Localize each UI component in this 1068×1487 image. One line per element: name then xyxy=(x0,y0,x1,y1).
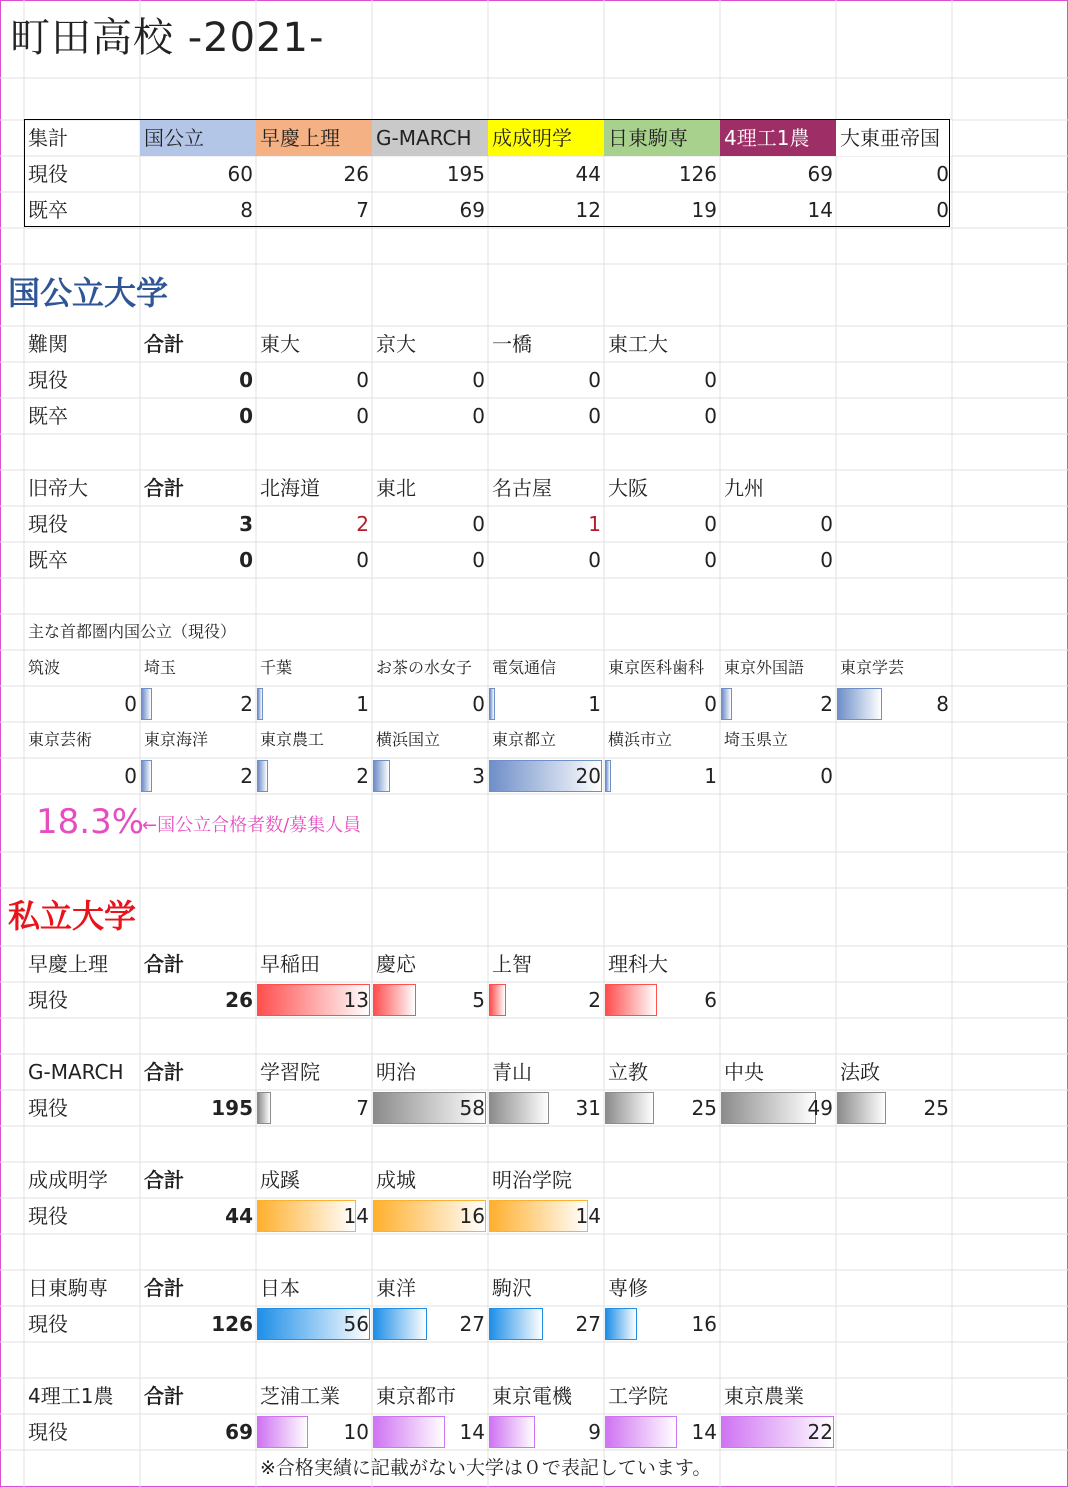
private-school-value: 22 xyxy=(807,1420,833,1444)
private-school-name: 学習院 xyxy=(260,1060,320,1084)
summary-col-header: 4理工1農 xyxy=(720,120,836,156)
metro-school-name: 東京芸術 xyxy=(28,730,93,749)
metro-school-name: 埼玉県立 xyxy=(724,730,789,749)
nanka-cell: 0 xyxy=(704,368,717,392)
group-label: 日東駒専 xyxy=(28,1276,108,1300)
private-school-value: 9 xyxy=(588,1420,601,1444)
metro-school-value: 0 xyxy=(704,692,717,716)
summary-cell: 0 xyxy=(936,162,949,186)
group-row-label: 現役 xyxy=(28,1204,68,1228)
footnote: ※合格実績に記載がない大学は０で表記しています。 xyxy=(260,1457,712,1479)
nanka-cell: 0 xyxy=(588,368,601,392)
metro-school-name: 電気通信 xyxy=(492,658,557,677)
private-school-value: 13 xyxy=(343,988,369,1012)
metro-school-value: 2 xyxy=(240,764,253,788)
private-school-name: 専修 xyxy=(608,1276,648,1300)
kyuteidai-row-label: 現役 xyxy=(28,512,68,536)
private-school-name: 東京農業 xyxy=(724,1384,804,1408)
private-school-value: 25 xyxy=(691,1096,717,1120)
page-title: 町田高校 -2021- xyxy=(10,15,325,61)
summary-row-label: 現役 xyxy=(28,162,68,186)
summary-cell: 44 xyxy=(575,162,601,186)
private-school-value: 27 xyxy=(459,1312,485,1336)
kyuteidai-row-total: 0 xyxy=(239,548,253,572)
kyuteidai-cell: 2 xyxy=(356,512,369,536)
summary-cell: 8 xyxy=(240,198,253,222)
metro-school-value: 0 xyxy=(820,764,833,788)
nanka-total-header: 合計 xyxy=(144,332,184,356)
group-total: 69 xyxy=(225,1420,253,1444)
metro-school-value: 2 xyxy=(240,692,253,716)
group-label: 早慶上理 xyxy=(28,952,108,976)
kyuteidai-row-total: 3 xyxy=(239,512,253,536)
kyuteidai-cell: 1 xyxy=(588,512,601,536)
private-school-name: 明治 xyxy=(376,1060,416,1084)
group-total: 26 xyxy=(225,988,253,1012)
metro-heading: 主な首都圏内国公立（現役） xyxy=(28,622,237,641)
private-school-name: 明治学院 xyxy=(492,1168,572,1192)
national-heading: 国公立大学 xyxy=(8,274,169,312)
kyuteidai-label: 旧帝大 xyxy=(28,476,88,500)
kyuteidai-cell: 0 xyxy=(588,548,601,572)
private-school-value: 31 xyxy=(575,1096,601,1120)
private-school-value: 16 xyxy=(691,1312,717,1336)
nanka-row-label: 既卒 xyxy=(28,404,68,428)
summary-cell: 14 xyxy=(807,198,833,222)
private-school-name: 芝浦工業 xyxy=(260,1384,340,1408)
summary-cell: 26 xyxy=(343,162,369,186)
nanka-col-header: 京大 xyxy=(376,332,416,356)
private-school-value: 7 xyxy=(356,1096,369,1120)
metro-school-value: 3 xyxy=(472,764,485,788)
kyuteidai-cell: 0 xyxy=(704,512,717,536)
metro-school-name: 東京外国語 xyxy=(724,658,805,677)
private-school-value: 27 xyxy=(575,1312,601,1336)
private-school-value: 10 xyxy=(343,1420,369,1444)
kyuteidai-total-header: 合計 xyxy=(144,476,184,500)
private-school-name: 中央 xyxy=(724,1060,764,1084)
group-row-label: 現役 xyxy=(28,1420,68,1444)
summary-cell: 126 xyxy=(678,162,717,186)
private-school-name: 東洋 xyxy=(376,1276,416,1300)
metro-school-value: 0 xyxy=(124,692,137,716)
summary-col-header: 成成明学 xyxy=(488,120,604,156)
private-school-value: 58 xyxy=(459,1096,485,1120)
metro-school-name: 埼玉 xyxy=(144,658,177,677)
private-school-value: 6 xyxy=(704,988,717,1012)
ratio-note: ←国公立合格者数/募集人員 xyxy=(142,815,362,836)
metro-school-name: 筑波 xyxy=(28,658,61,677)
group-total: 44 xyxy=(225,1204,253,1228)
nanka-cell: 0 xyxy=(356,368,369,392)
metro-school-name: 東京医科歯科 xyxy=(608,658,705,677)
group-row-label: 現役 xyxy=(28,1312,68,1336)
metro-school-name: 東京海洋 xyxy=(144,730,209,749)
private-school-name: 上智 xyxy=(492,952,532,976)
group-total-header: 合計 xyxy=(144,1060,184,1084)
private-heading: 私立大学 xyxy=(8,897,137,935)
group-label: G-MARCH xyxy=(28,1060,124,1084)
private-school-name: 日本 xyxy=(260,1276,300,1300)
summary-header: 集計 xyxy=(28,126,68,150)
group-total-header: 合計 xyxy=(144,952,184,976)
private-school-value: 16 xyxy=(459,1204,485,1228)
private-school-name: 成蹊 xyxy=(260,1168,300,1192)
group-total: 195 xyxy=(211,1096,253,1120)
metro-school-value: 0 xyxy=(472,692,485,716)
kyuteidai-col-header: 東北 xyxy=(376,476,416,500)
private-school-name: 青山 xyxy=(492,1060,532,1084)
summary-col-header: G-MARCH xyxy=(372,120,488,156)
private-school-name: 法政 xyxy=(840,1060,880,1084)
metro-school-name: 横浜市立 xyxy=(608,730,673,749)
metro-school-value: 1 xyxy=(356,692,369,716)
summary-cell: 0 xyxy=(936,198,949,222)
nanka-cell: 0 xyxy=(472,404,485,428)
nanka-col-header: 東工大 xyxy=(608,332,668,356)
metro-school-value: 2 xyxy=(820,692,833,716)
metro-school-name: 東京農工 xyxy=(260,730,325,749)
summary-cell: 69 xyxy=(807,162,833,186)
nanka-cell: 0 xyxy=(588,404,601,428)
group-total-header: 合計 xyxy=(144,1276,184,1300)
summary-cell: 12 xyxy=(575,198,601,222)
group-row-label: 現役 xyxy=(28,988,68,1012)
nanka-row-total: 0 xyxy=(239,368,253,392)
metro-school-name: 千葉 xyxy=(260,658,293,677)
nanka-label: 難関 xyxy=(28,332,68,356)
kyuteidai-row-label: 既卒 xyxy=(28,548,68,572)
summary-cell: 19 xyxy=(691,198,717,222)
group-label: 4理工1農 xyxy=(28,1384,114,1408)
group-total-header: 合計 xyxy=(144,1384,184,1408)
kyuteidai-cell: 0 xyxy=(356,548,369,572)
metro-school-value: 8 xyxy=(936,692,949,716)
private-school-value: 56 xyxy=(343,1312,369,1336)
nanka-row-label: 現役 xyxy=(28,368,68,392)
private-school-name: 早稲田 xyxy=(260,952,320,976)
private-school-value: 49 xyxy=(807,1096,833,1120)
private-school-value: 14 xyxy=(343,1204,369,1228)
private-school-value: 5 xyxy=(472,988,485,1012)
kyuteidai-cell: 0 xyxy=(472,548,485,572)
kyuteidai-cell: 0 xyxy=(704,548,717,572)
private-school-name: 東京都市 xyxy=(376,1384,456,1408)
metro-school-value: 0 xyxy=(124,764,137,788)
private-school-value: 14 xyxy=(575,1204,601,1228)
private-school-value: 14 xyxy=(459,1420,485,1444)
kyuteidai-cell: 0 xyxy=(820,512,833,536)
summary-col-header: 大東亜帝国 xyxy=(836,120,952,156)
nanka-col-header: 東大 xyxy=(260,332,300,356)
private-school-name: 理科大 xyxy=(608,952,668,976)
summary-cell: 69 xyxy=(459,198,485,222)
private-school-value: 25 xyxy=(923,1096,949,1120)
private-school-value: 2 xyxy=(588,988,601,1012)
summary-col-header: 国公立 xyxy=(140,120,256,156)
nanka-col-header: 一橋 xyxy=(492,332,532,356)
metro-school-value: 1 xyxy=(704,764,717,788)
summary-col-header: 早慶上理 xyxy=(256,120,372,156)
group-row-label: 現役 xyxy=(28,1096,68,1120)
private-school-name: 慶応 xyxy=(376,952,416,976)
kyuteidai-col-header: 大阪 xyxy=(608,476,648,500)
private-school-name: 工学院 xyxy=(608,1384,668,1408)
kyuteidai-col-header: 九州 xyxy=(724,476,764,500)
metro-school-name: お茶の水女子 xyxy=(376,658,473,677)
summary-col-header: 日東駒専 xyxy=(604,120,720,156)
group-label: 成成明学 xyxy=(28,1168,108,1192)
nanka-cell: 0 xyxy=(472,368,485,392)
metro-school-name: 東京都立 xyxy=(492,730,557,749)
metro-school-name: 東京学芸 xyxy=(840,658,905,677)
nanka-cell: 0 xyxy=(356,404,369,428)
metro-school-value: 2 xyxy=(356,764,369,788)
metro-school-value: 20 xyxy=(575,764,601,788)
kyuteidai-col-header: 名古屋 xyxy=(492,476,552,500)
private-school-name: 成城 xyxy=(376,1168,416,1192)
summary-cell: 7 xyxy=(356,198,369,222)
summary-cell: 195 xyxy=(446,162,485,186)
private-school-name: 東京電機 xyxy=(492,1384,572,1408)
summary-row-label: 既卒 xyxy=(28,198,68,222)
summary-cell: 60 xyxy=(227,162,253,186)
kyuteidai-cell: 0 xyxy=(820,548,833,572)
group-total: 126 xyxy=(211,1312,253,1336)
metro-school-value: 1 xyxy=(588,692,601,716)
private-school-value: 14 xyxy=(691,1420,717,1444)
ratio-value: 18.3% xyxy=(36,802,145,842)
private-school-name: 駒沢 xyxy=(492,1276,532,1300)
nanka-row-total: 0 xyxy=(239,404,253,428)
kyuteidai-col-header: 北海道 xyxy=(260,476,320,500)
nanka-cell: 0 xyxy=(704,404,717,428)
group-total-header: 合計 xyxy=(144,1168,184,1192)
metro-school-name: 横浜国立 xyxy=(376,730,441,749)
kyuteidai-cell: 0 xyxy=(472,512,485,536)
private-school-name: 立教 xyxy=(608,1060,648,1084)
